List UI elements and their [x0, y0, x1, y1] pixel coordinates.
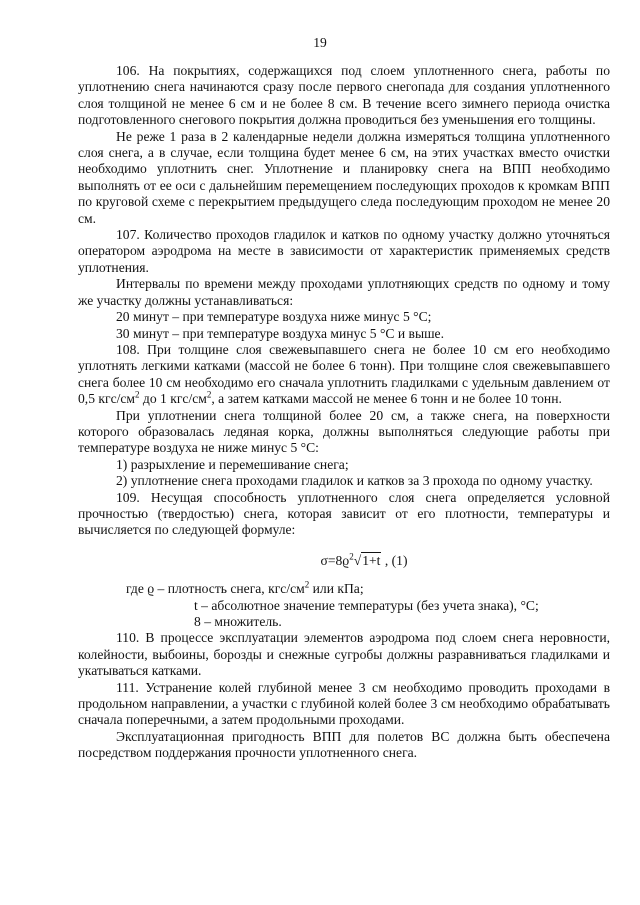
paragraph-111: 111. Устранение колей глубиной менее 3 см необходимо проводить проходами в продольном направлении, а участки с глубиной колей более 3 см необходимо обрабатывать сначала поперечными, а затем продольными проходами.	[78, 679, 610, 728]
document-body	[78, 63, 610, 762]
paragraph-111-continued: Эксплуатационная пригодность ВПП для полетов ВС должна быть обеспечена посредством поддержания прочности уплотненного снега.	[78, 728, 610, 761]
paragraph-109: 109. Несущая способность уплотненного слоя снега определяется условной прочностью (твердостью) снега, которая зависит от его плотности, температуры и вычисляется по следующей формуле:	[78, 489, 610, 538]
paragraph-108-continued: При уплотнении снега толщиной более 20 см, а также снега, на поверхности которого образовалась ледяная корка, должны выполняться следующие работы при температуре воздуха не ниже минус 5 °С:	[78, 407, 610, 456]
sqrt-symbol: √	[353, 552, 362, 568]
interval-30-min: 30 минут – при температуре воздуха минус 5 °С и выше.	[116, 325, 444, 341]
page-number: 19	[313, 35, 327, 50]
paragraph-107: 107. Количество проходов гладилок и катков по одному участку должно уточняться оператором аэродрома на месте в зависимости от характеристик применяемых средств уплотнения.	[78, 227, 610, 275]
list-item-1: 1) разрыхление и перемешивание снега;	[116, 456, 349, 472]
paragraph-106-continued: Не реже 1 раза в 2 календарные недели должна измеряться толщина уплотненного слоя снега, а в случае, если толщина будет менее 6 см, на этих участках вместо очистки необходимо уплотнить снег. Уплотнение и планировку снега на ВПП необходимо выполнять от ее оси с дальнейшим перемещением последующих проходов к кромкам ВПП по круговой схеме с перекрытием предыдущего следа последующим проходом не менее 20 см.	[78, 128, 610, 226]
paragraph-107-intervals: Интервалы по времени между проходами уплотняющих средств по одному и тому же участку должны устанавливаться:	[78, 276, 610, 308]
where-density-unit: или кПа;	[309, 581, 364, 597]
formula-number: , (1)	[381, 552, 408, 568]
where-density-text: где ϱ – плотность снега, кгс/см	[126, 581, 305, 597]
p108-text-2: до 1 кгс/см	[139, 391, 207, 407]
superscript: 2	[206, 389, 212, 400]
paragraph-106: 106. На покрытиях, содержащихся под слоем уплотненного снега, работы по уплотнению снега начинаются сразу после первого снегопада для создания уплотненного слоя толщиной не менее 6 см и не более 8 см. В течение всего зимнего периода очистка подготовленного снегового покрытия должна проводиться без уменьшения его толщины.	[78, 63, 610, 128]
formula-lhs: σ=8ϱ	[320, 552, 350, 568]
formula	[78, 553, 610, 569]
where-density	[78, 581, 610, 597]
paragraph-110: 110. В процессе эксплуатации элементов аэродрома под слоем снега неровности, колейности, выбоины, борозды и снежные сугробы должны разравниваться гладилками и укатываться катками.	[78, 630, 610, 679]
p108-text-3: , а затем катками массой не менее 6 тонн и не более 10 тонн.	[211, 391, 562, 407]
formula-radicand: 1+t	[362, 552, 381, 568]
list-item-2: 2) уплотнение снега проходами гладилок и катков за 3 прохода по одному участку.	[116, 473, 593, 489]
superscript: 2	[135, 389, 140, 400]
p108-text-1: 108. При толщине слоя свежевыпавшего снега не более 10 см его необходимо уплотнять легкими катками (массой не более 6 тонн). При толщине слоя свежевыпавшего снега более 10 см необходимо его сначала уплотнить гладилками с удельным давлением от 0,5 кгс/см	[78, 341, 610, 407]
paragraph-108	[78, 342, 610, 408]
superscript: 2	[304, 579, 310, 590]
formula-exponent: 2	[349, 551, 354, 562]
where-multiplier: 8 – множитель.	[194, 614, 282, 629]
where-temperature: t – абсолютное значение температуры (без учета знака), °С;	[194, 597, 539, 613]
interval-20-min: 20 минут – при температуре воздуха ниже минус 5 °С;	[116, 309, 432, 325]
